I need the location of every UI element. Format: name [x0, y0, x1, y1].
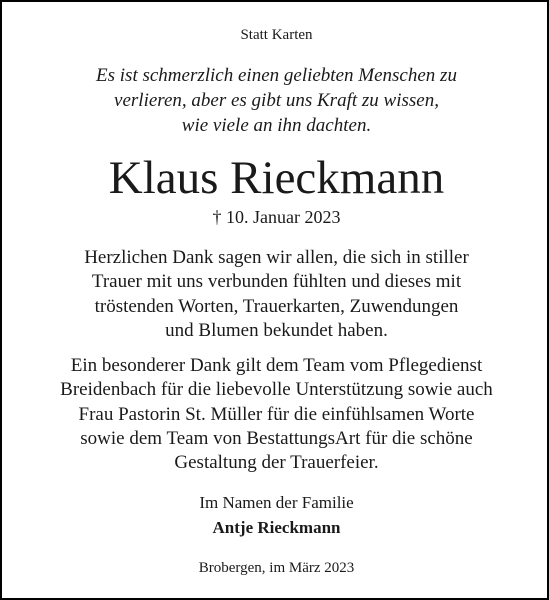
deceased-name: Klaus Rieckmann	[108, 152, 445, 204]
quote-line: wie viele an ihn dachten.	[181, 115, 372, 136]
special-thanks-line: Ein besonderer Dank gilt dem Team vom Pflegedienst	[70, 355, 483, 376]
special-thanks-paragraph	[2, 354, 549, 475]
death-date: † 10. Januar 2023	[212, 207, 341, 227]
family-signature-name: Antje Rieckmann	[212, 518, 341, 537]
family-intro: Im Namen der Familie	[199, 493, 354, 512]
special-thanks-line: Frau Pastorin St. Müller für die einfühlsamen Worte	[78, 403, 475, 425]
special-thanks-line: Gestaltung der Trauerfeier.	[174, 452, 379, 474]
place-and-date: Brobergen, im März 2023	[198, 560, 355, 576]
special-thanks-line: sowie dem Team von BestattungsArt für die schöne	[80, 427, 473, 449]
thanks-line: und Blumen bekundet haben.	[165, 319, 388, 341]
thanks-line: Trauer mit uns verbunden fühlten und dieses mit	[91, 271, 462, 293]
header-text: Statt Karten	[240, 27, 313, 43]
thanks-line: Herzlichen Dank sagen wir allen, die sich in stiller	[84, 247, 469, 268]
thanks-paragraph	[2, 246, 549, 343]
quote-line: verlieren, aber es gibt uns Kraft zu wissen,	[114, 90, 439, 111]
quote-line: Es ist schmerzlich einen geliebten Menschen zu	[96, 65, 457, 86]
thanks-line: tröstenden Worten, Trauerkarten, Zuwendungen	[94, 295, 459, 317]
memorial-quote	[2, 63, 549, 138]
special-thanks-line: Breidenbach für die liebevolle Unterstützung sowie auch	[60, 379, 493, 401]
